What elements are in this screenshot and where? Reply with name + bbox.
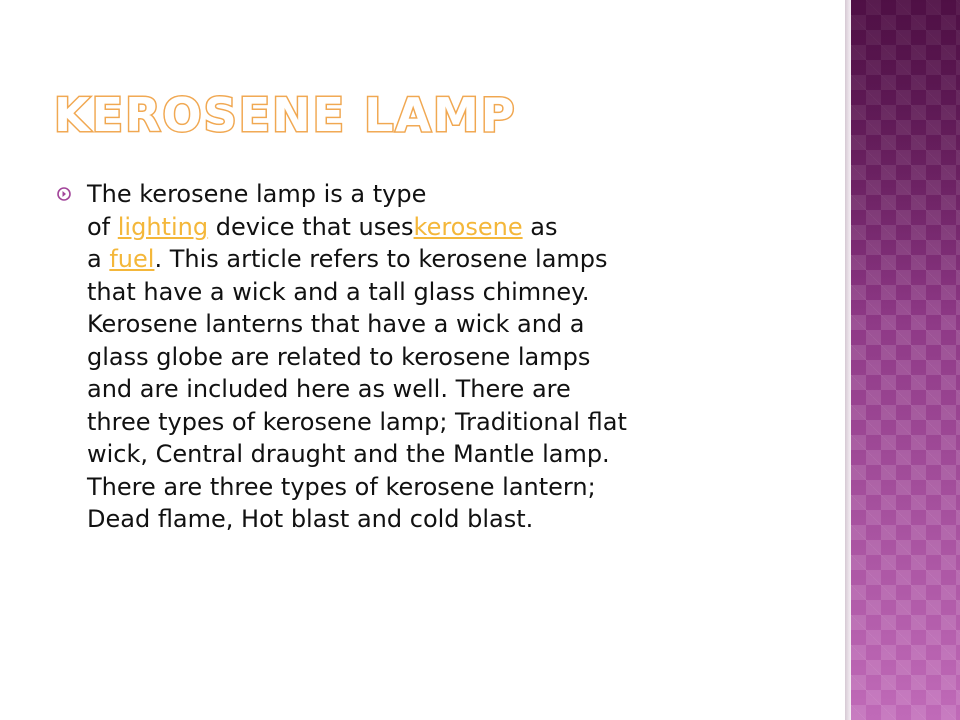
slide-title: KEROSENE LAMP bbox=[54, 88, 517, 142]
text-line: three types of kerosene lamp; Traditional flat bbox=[87, 407, 627, 436]
text-line: Dead flame, Hot blast and cold blast. bbox=[87, 505, 534, 533]
link-kerosene[interactable]: kerosene bbox=[413, 212, 523, 241]
link-lighting[interactable]: lighting bbox=[117, 212, 209, 241]
text-fragment: a bbox=[87, 245, 110, 273]
text-line: wick, Central draught and the Mantle lamp. bbox=[87, 440, 610, 468]
text-line: glass globe are related to kerosene lamps bbox=[87, 342, 591, 371]
text-line: that have a wick and a tall glass chimney. bbox=[87, 277, 590, 306]
text-line bbox=[87, 211, 817, 244]
text-line: The kerosene lamp is a type bbox=[87, 180, 427, 208]
text-fragment: device that uses bbox=[208, 212, 414, 241]
text-line: and are included here as well. There are bbox=[87, 375, 571, 403]
text-fragment: of bbox=[87, 212, 118, 241]
text-line bbox=[87, 243, 817, 276]
decorative-side-band bbox=[851, 0, 960, 720]
text-fragment: . This article refers to kerosene lamps bbox=[154, 245, 608, 273]
paragraph-text bbox=[87, 178, 817, 536]
slide-body bbox=[57, 178, 817, 536]
text-line: Kerosene lanterns that have a wick and a bbox=[87, 310, 585, 338]
bullet-item bbox=[57, 178, 817, 536]
text-line: There are three types of kerosene lantern; bbox=[87, 472, 596, 501]
text-fragment: as bbox=[522, 212, 558, 241]
circled-arrow-bullet-icon bbox=[57, 178, 87, 536]
link-fuel[interactable]: fuel bbox=[109, 245, 155, 273]
